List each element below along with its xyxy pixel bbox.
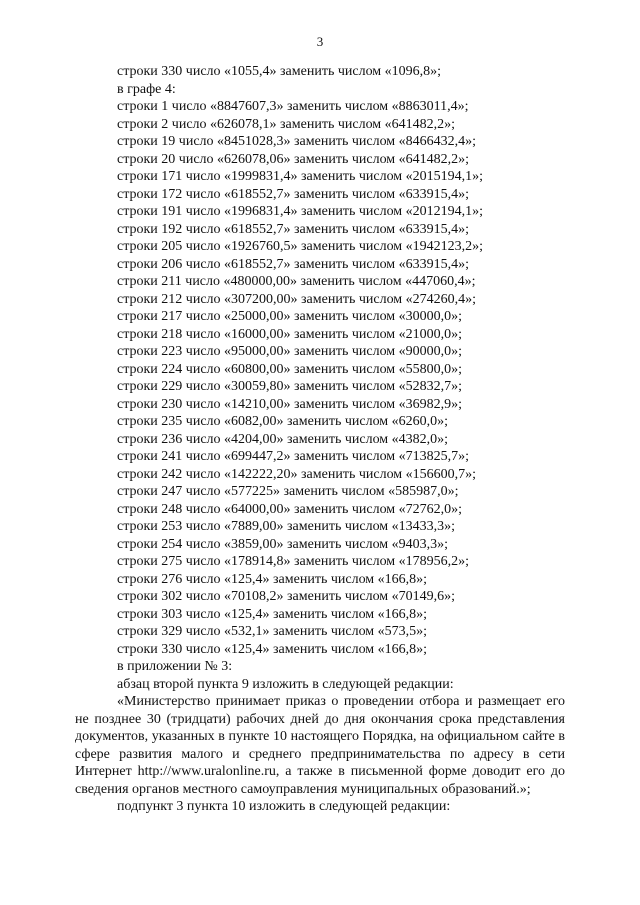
quoted-paragraph: «Министерство принимает приказ о проведении отбора и размещает его не позднее 30 (тридцати) рабочих дней до дня окончания срока представления документов, указанных в пункте 10 настоящего Порядка, на официальном сайте в сфере развития малого и среднего предпринимательства по адресу в сети Интернет http://www.uralonline.ru, а также в письменной форме доводит его до сведения органов местного самоуправления муниципальных образований.»; <box>75 694 565 797</box>
amendment-line: строки 302 число «70108,2» заменить числом «70149,6»; <box>117 589 456 604</box>
amendment-line: строки 230 число «14210,00» заменить числом «36982,9»; <box>117 396 463 412</box>
amendment-line: строки 224 число «60800,00» заменить числом «55800,0»; <box>117 361 463 377</box>
amendment-line: строки 211 число «480000,00» заменить числом «447060,4»; <box>117 274 476 289</box>
amendment-line: строки 2 число «626078,1» заменить числом «641482,2»; <box>117 116 456 132</box>
amendment-line: строки 20 число «626078,06» заменить числом «641482,2»; <box>117 151 470 167</box>
amendment-line: строки 241 число «699447,2» заменить числом «713825,7»; <box>117 449 470 464</box>
amendment-line: строки 275 число «178914,8» заменить числом «178956,2»; <box>117 554 470 569</box>
amendment-line: строки 217 число «25000,00» заменить числом «30000,0»; <box>117 309 463 324</box>
amendment-line: строки 191 число «1996831,4» заменить числом «2012194,1»; <box>117 204 484 219</box>
amendment-line: строки 171 число «1999831,4» заменить числом «2015194,1»; <box>117 169 484 184</box>
amendment-line: строки 330 число «1055,4» заменить числом «1096,8»; <box>117 64 442 79</box>
amendment-line: строки 223 число «95000,00» заменить числом «90000,0»; <box>117 344 463 359</box>
amendment-line: строки 212 число «307200,00» заменить числом «274260,4»; <box>117 291 477 307</box>
amendment-line: строки 303 число «125,4» заменить числом «166,8»; <box>117 606 428 622</box>
amendment-line: строки 247 число «577225» заменить числом «585987,0»; <box>117 484 459 499</box>
amendment-line: строки 172 число «618552,7» заменить числом «633915,4»; <box>117 186 470 202</box>
amendment-lines <box>75 63 565 693</box>
page-number: 3 <box>316 34 324 49</box>
amendment-line: строки 276 число «125,4» заменить числом «166,8»; <box>117 571 428 587</box>
amendment-line: абзац второй пункта 9 изложить в следующей редакции: <box>117 676 454 692</box>
amendment-line: строки 253 число «7889,00» заменить числом «13433,3»; <box>117 519 456 534</box>
amendment-line: строки 206 число «618552,7» заменить числом «633915,4»; <box>117 256 470 272</box>
amendment-line: в графе 4: <box>117 81 176 97</box>
amendment-line: строки 19 число «8451028,3» заменить числом «8466432,4»; <box>117 134 477 149</box>
closing-line: подпункт 3 пункта 10 изложить в следующей редакции: <box>117 799 451 814</box>
amendment-line: строки 254 число «3859,00» заменить числом «9403,3»; <box>117 536 449 552</box>
amendment-line: строки 218 число «16000,00» заменить числом «21000,0»; <box>117 326 463 342</box>
amendment-line: в приложении № 3: <box>117 659 233 674</box>
amendment-line: строки 242 число «142222,20» заменить числом «156600,7»; <box>117 466 477 482</box>
amendment-line: строки 248 число «64000,00» заменить числом «72762,0»; <box>117 501 463 517</box>
amendment-line: строки 329 число «532,1» заменить числом «573,5»; <box>117 624 428 639</box>
amendment-line: строки 236 число «4204,00» заменить числом «4382,0»; <box>117 431 449 447</box>
amendment-line: строки 192 число «618552,7» заменить числом «633915,4»; <box>117 221 470 237</box>
amendment-line: строки 229 число «30059,80» заменить числом «52832,7»; <box>117 379 463 394</box>
amendment-line: строки 205 число «1926760,5» заменить числом «1942123,2»; <box>117 239 484 254</box>
amendment-line: строки 330 число «125,4» заменить числом «166,8»; <box>117 641 428 657</box>
amendment-line: строки 235 число «6082,00» заменить числом «6260,0»; <box>117 414 449 429</box>
amendment-line: строки 1 число «8847607,3» заменить числом «8863011,4»; <box>117 99 469 114</box>
document-body <box>75 63 565 816</box>
